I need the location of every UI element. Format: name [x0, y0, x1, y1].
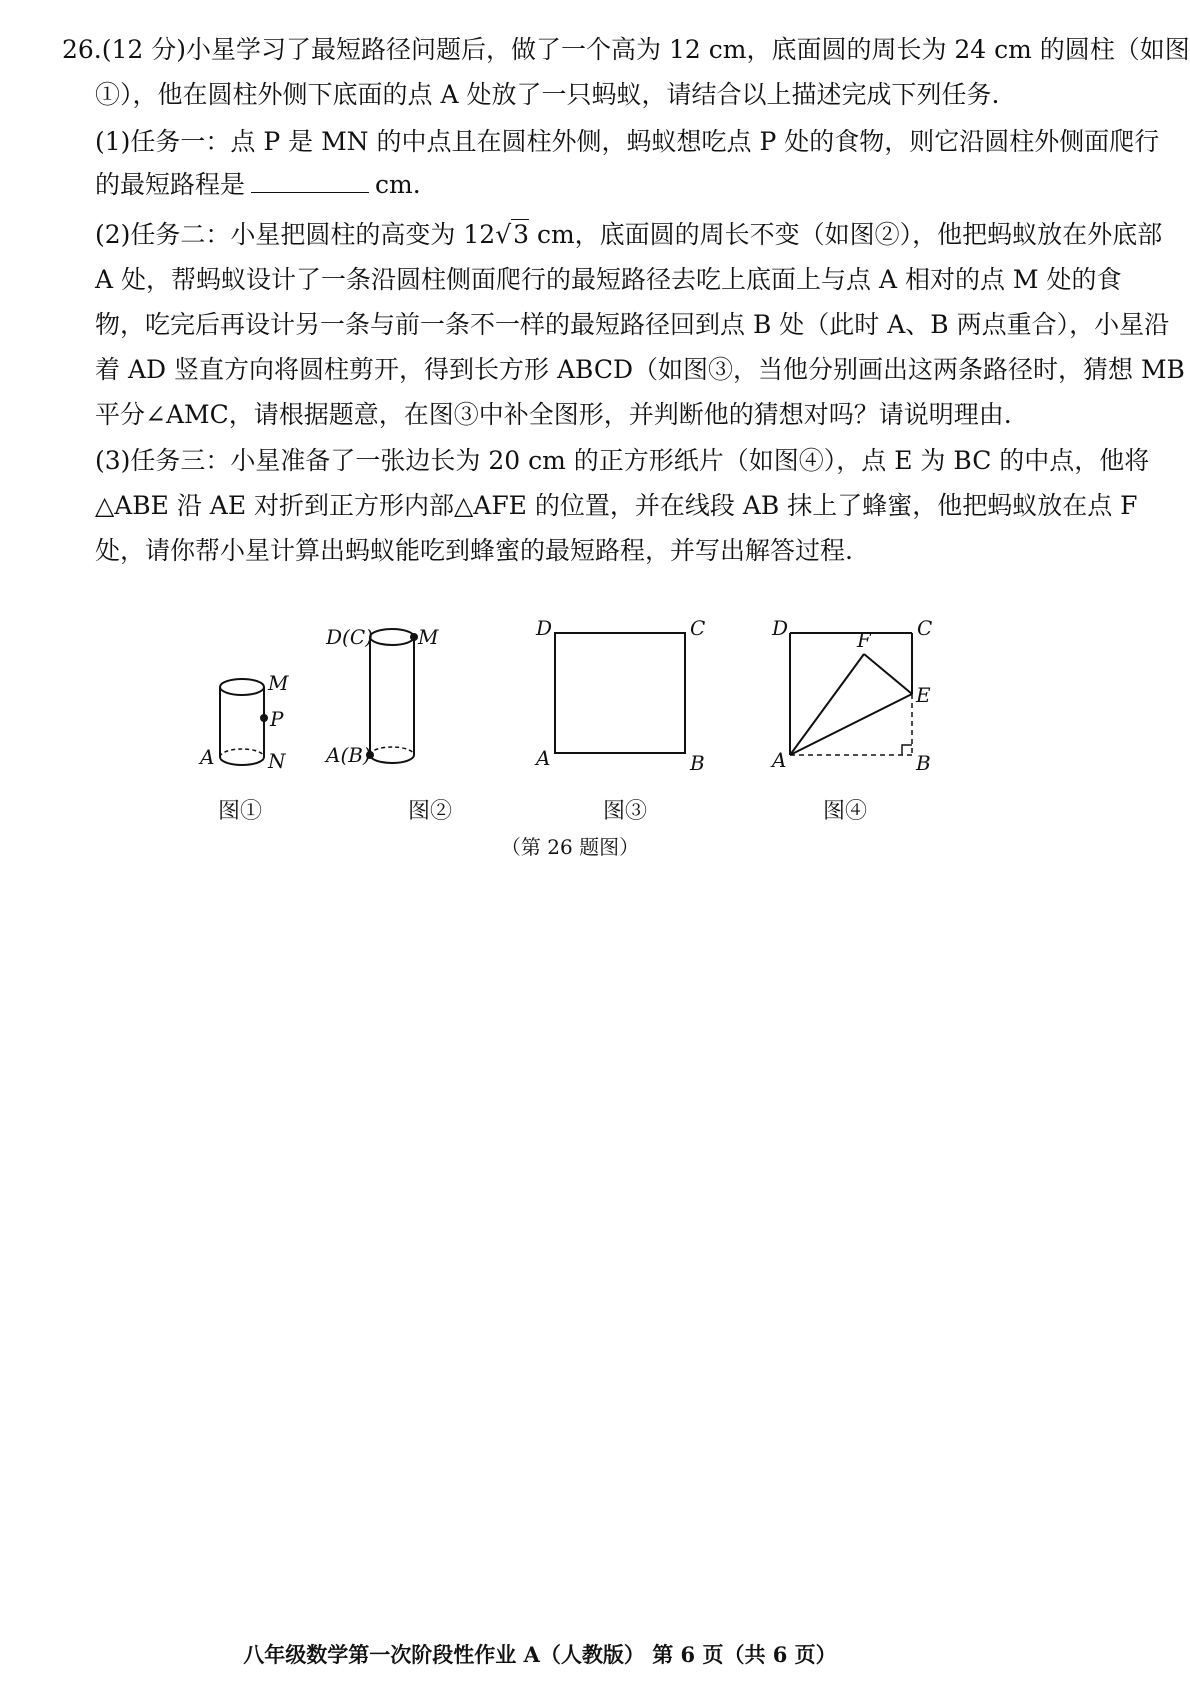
- figure-4-square: [760, 610, 960, 790]
- task2-line-4: 着 AD 竖直方向将圆柱剪开，得到长方形 ABCD（如图③，当他分别画出这两条路径时，猜想 MB: [95, 355, 1185, 384]
- figure-group-caption: （第 26 题图）: [500, 835, 640, 859]
- task3-line-2: △ABE 沿 AE 对折到正方形内部△AFE 的位置，并在线段 AB 抹上了蜂蜜，他把蚂蚁放在点 F: [95, 491, 1138, 520]
- label-A: A: [200, 745, 215, 769]
- label-C: C: [917, 616, 933, 640]
- label-B: B: [916, 751, 931, 775]
- task2-line-2: A 处，帮蚂蚁设计了一条沿圆柱侧面爬行的最短路径去吃上底面上与点 A 相对的点 M 处的食: [95, 265, 1122, 294]
- task2-line-1-text: (2)任务二：小星把圆柱的高变为 12: [95, 220, 496, 249]
- figure-2-cylinder: [326, 615, 460, 785]
- label-A: A: [536, 746, 551, 770]
- task3-line-1: (3)任务三：小星准备了一张边长为 20 cm 的正方形纸片（如图④），点 E 为 BC 的中点，他将: [95, 446, 1150, 475]
- task3-line-3: 处，请你帮小星计算出蚂蚁能吃到蜂蜜的最短路程，并写出解答过程.: [95, 536, 853, 565]
- sqrt-symbol: √3: [495, 220, 530, 249]
- label-F: F: [857, 628, 871, 652]
- task1-line-2: [0, 167, 1175, 203]
- question-points: (12 分): [101, 35, 187, 64]
- label-D: D: [536, 616, 553, 640]
- point-M-dot: [410, 633, 418, 641]
- task1-line-1: (1)任务一：点 P 是 MN 的中点且在圆柱外侧，蚂蚁想吃点 P 处的食物，则它沿圆柱外侧面爬行: [95, 127, 1160, 156]
- figure-1-caption: 图①: [217, 799, 262, 824]
- label-N: N: [268, 749, 286, 773]
- page-footer: 八年级数学第一次阶段性作业 A（人教版） 第 6 页（共 6 页）: [243, 1642, 837, 1667]
- task1-unit: cm.: [375, 170, 421, 199]
- task2-line-3: 物，吃完后再设计另一条与前一条不一样的最短路径回到点 B 处（此时 A、B 两点重合），小星沿: [95, 310, 1170, 339]
- label-A: A: [772, 748, 787, 772]
- label-B: B: [690, 751, 705, 775]
- label-E: E: [916, 683, 931, 707]
- label-C: C: [690, 616, 706, 640]
- question-number: 26.: [62, 35, 102, 64]
- figure-3-rectangle: [530, 610, 710, 790]
- figure-3-caption: 图③: [602, 799, 647, 824]
- task2-line-1: [0, 217, 1175, 253]
- label-D: D: [772, 616, 789, 640]
- label-M: M: [418, 625, 439, 649]
- question-intro-text: 小星学习了最短路径问题后，做了一个高为 12 cm，底面圆的周长为 24 cm 的圆柱（如图: [186, 35, 1190, 64]
- figure-1-cylinder: [200, 660, 289, 780]
- label-P: P: [270, 707, 284, 731]
- label-DC: D(C): [326, 625, 373, 649]
- task2-line-5: 平分∠AMC，请根据题意，在图③中补全图形，并判断他的猜想对吗？请说明理由.: [95, 400, 1012, 429]
- question-intro-line-2: ①），他在圆柱外侧下底面的点 A 处放了一只蚂蚁，请结合以上描述完成下列任务.: [95, 80, 1000, 109]
- figure-4-caption: 图④: [822, 799, 867, 824]
- label-M: M: [268, 671, 289, 695]
- sqrt-radicand: 3: [513, 220, 530, 249]
- figure-2-caption: 图②: [407, 799, 452, 824]
- point-P-dot: [260, 714, 268, 722]
- task2-line-1-rest: cm，底面圆的周长不变（如图②），他把蚂蚁放在外底部: [529, 220, 1163, 249]
- answer-blank[interactable]: [251, 170, 369, 193]
- label-AB: A(B): [326, 743, 371, 767]
- task1-line-2-text: 的最短路程是: [95, 170, 246, 199]
- question-intro-line-1: [0, 32, 1190, 68]
